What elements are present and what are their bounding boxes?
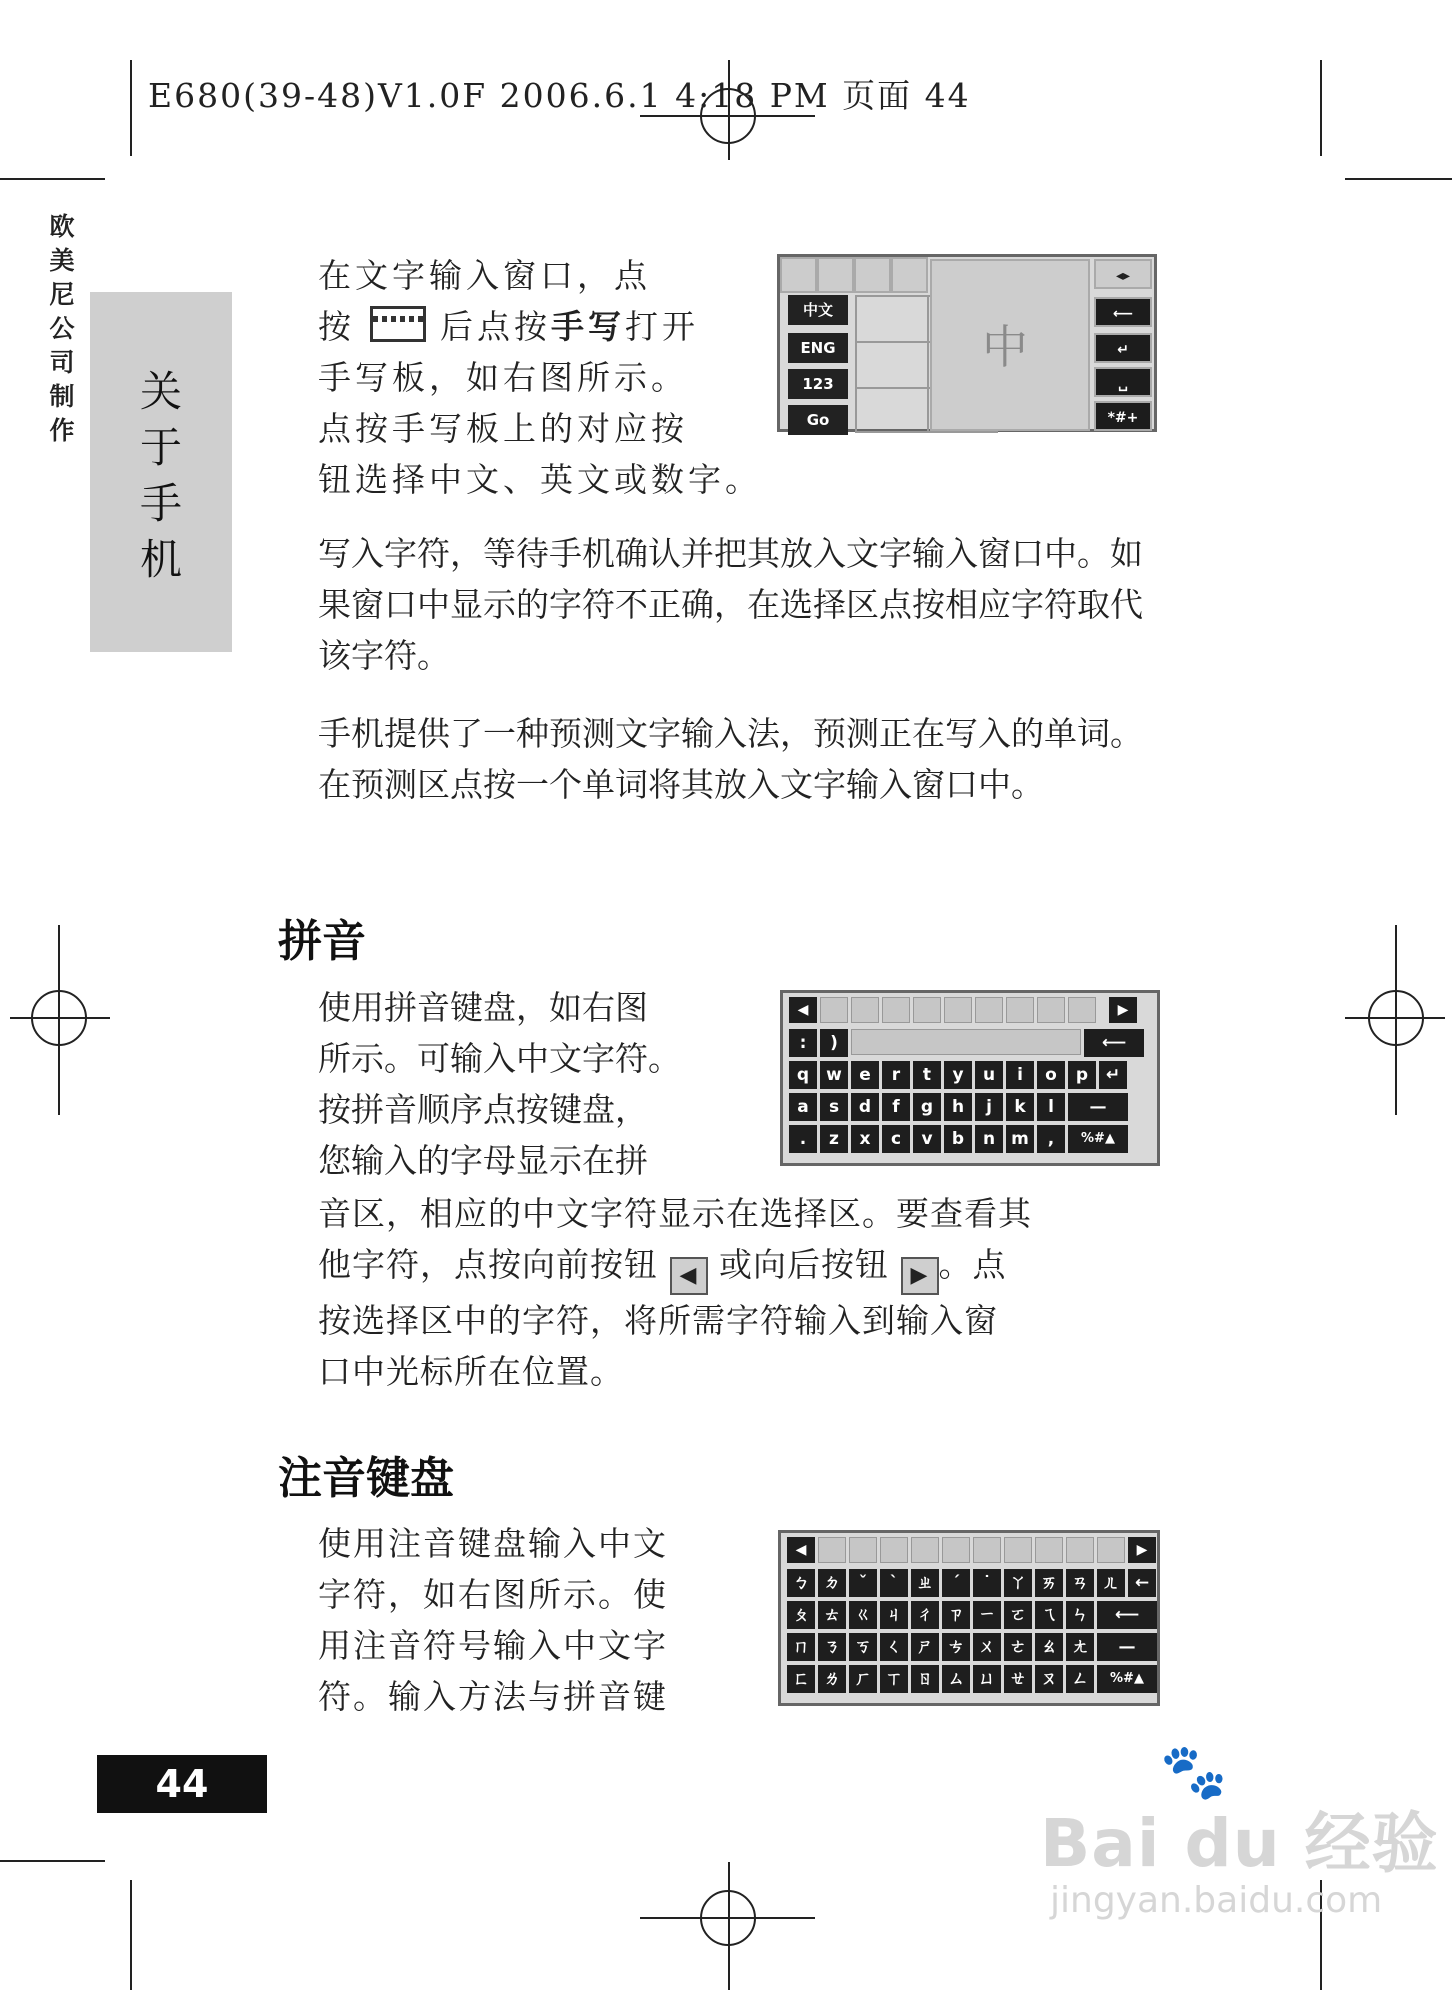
enter-key: ↵ [1099,1061,1127,1089]
key: ˋ [880,1569,908,1597]
key: ˇ [849,1569,877,1597]
symbol-key: %#▲ [1068,1125,1128,1153]
handwrite-label: 手写 [551,307,625,346]
publisher-vertical-text [44,210,80,448]
nav-arrows: ◂▸ [1094,259,1152,289]
text-fragment: 他字符，点按向前按钮 [318,1245,658,1284]
candidate-slot [911,1537,939,1563]
key: h [944,1093,972,1121]
watermark-url: jingyan.baidu.com [1050,1880,1383,1921]
text-fragment: 打开 [625,307,699,346]
key: ㄘ [942,1633,970,1661]
key: ㄐ [880,1601,908,1629]
key: ㄠ [1035,1633,1063,1661]
key: n [975,1125,1003,1153]
chapter-char: 关 [139,367,182,416]
key: ㄍ [849,1601,877,1629]
key: ㄕ [911,1633,939,1661]
registration-mark [1395,925,1397,1115]
text-fragment: 后点按 [440,307,551,346]
candidate-slot [973,1537,1001,1563]
intro-paragraph [318,250,778,505]
publisher-char: 欧 [49,212,75,241]
publisher-char: 作 [49,416,75,445]
publisher-char: 司 [49,348,75,377]
publisher-char: 美 [49,246,75,275]
key: c [882,1125,910,1153]
pinyin-paragraph-continued [318,1188,1160,1397]
key: g [913,1093,941,1121]
key: ㄧ [973,1601,1001,1629]
paw-logo-icon: 🐾 [1160,1740,1228,1803]
publisher-char: 尼 [49,280,75,309]
pinyin-title: 拼音 [278,916,366,967]
text-line: 您输入的字母显示在拼 [318,1141,648,1180]
key: ㄈ [787,1665,815,1693]
next-button-icon: ▶ [901,1257,939,1295]
publisher-char: 公 [49,314,75,343]
key: i [1006,1061,1034,1089]
key: p [1068,1061,1096,1089]
handwritten-char: 中 [982,320,1028,374]
symbol-key: %#▲ [1097,1665,1157,1693]
instruction-paragraph [318,528,1160,681]
key: o [1037,1061,1065,1089]
key: ㄌ [818,1665,846,1693]
key: , [1037,1125,1065,1153]
crop-mark [130,1880,132,1990]
key: ㄞ [1035,1569,1063,1597]
candidate-bar [780,257,928,293]
key: l [1037,1093,1065,1121]
key: b [944,1125,972,1153]
candidate-slot [1066,1537,1094,1563]
enter-button: ↵ [1094,333,1152,363]
zhuyin-row-1 [787,1569,1156,1597]
key: ㄢ [1066,1569,1094,1597]
zhuyin-keyboard-screenshot [778,1530,1160,1706]
registration-mark [10,1017,110,1019]
key: . [789,1125,817,1153]
text-line: 钮选择中文、英文或数字。 [318,460,762,499]
backspace-key: ⟵ [1084,1029,1144,1057]
key: ㄔ [911,1601,939,1629]
candidate-slot [942,1537,970,1563]
text-line: 按选择区中的字符，将所需字符输入到输入窗 [318,1301,998,1340]
key: ㄦ [1097,1569,1125,1597]
text-line: 点按手写板上的对应按 [318,409,688,448]
candidate-slot [851,997,879,1023]
candidate-slot [1004,1537,1032,1563]
key: ㄜ [1004,1633,1032,1661]
key: ㄡ [1035,1665,1063,1693]
candidate-slot [913,997,941,1023]
page-number: 44 [97,1755,267,1813]
space-key: — [1097,1633,1157,1661]
keyboard-icon [370,306,426,342]
text-line: 音区，相应的中文字符显示在选择区。要查看其 [318,1194,1032,1233]
key: r [882,1061,910,1089]
registration-mark [640,1917,815,1919]
zhuyin-paragraph [318,1518,778,1722]
key: ㄤ [1066,1633,1094,1661]
key: ㄊ [818,1601,846,1629]
prev-arrow-key: ◀ [789,997,817,1023]
space-key: — [1068,1093,1128,1121]
key: ㄝ [1004,1665,1032,1693]
keyboard-row-3 [789,1125,1128,1153]
registration-mark [728,1862,730,1990]
key: ㄏ [849,1665,877,1693]
key: q [789,1061,817,1089]
zhuyin-row-3 [787,1633,1157,1661]
candidate-slot [1097,1537,1125,1563]
backspace-button: ⟵ [1094,297,1152,327]
crop-mark [130,60,132,156]
text-line: 使用拼音键盘，如右图 [318,988,648,1027]
key: ㄋ [818,1633,846,1661]
mode-chinese-button: 中文 [788,295,848,325]
text-line: 手写板，如右图所示。 [318,358,688,397]
candidate-slot [849,1537,877,1563]
candidate-slot [1037,997,1065,1023]
key: a [789,1093,817,1121]
text-line: 字符，如右图所示。使 [318,1575,668,1614]
candidate-slot [944,997,972,1023]
pinyin-input-row [789,1029,1144,1057]
chapter-char: 机 [139,535,182,584]
prev-button-icon: ◀ [670,1257,708,1295]
mode-go-button: Go [788,405,848,435]
registration-mark [58,925,60,1115]
key: ㄟ [1035,1601,1063,1629]
key: ㄙ [942,1665,970,1693]
pinyin-paragraph [318,982,778,1186]
key: ˊ [942,1569,970,1597]
text-line: 在文字输入窗口，点 [318,256,651,295]
handwriting-panel-screenshot [777,254,1157,432]
key: e [851,1061,879,1089]
key: x [851,1125,879,1153]
candidate-slot [880,1537,908,1563]
publisher-char: 制 [49,382,75,411]
key: ㄣ [1066,1601,1094,1629]
symbol-button: *#+ [1094,401,1152,431]
key: ㄗ [942,1601,970,1629]
prediction-paragraph [318,708,1160,810]
text-line [318,301,778,352]
key: ㄨ [973,1633,1001,1661]
key: ㄛ [1004,1601,1032,1629]
mode-number-button: 123 [788,369,848,399]
chapter-tab-label [90,364,232,588]
candidate-slot [818,1537,846,1563]
mode-english-button: ENG [788,333,848,363]
zhuyin-row-4 [787,1665,1157,1693]
prev-arrow-key: ◀ [787,1537,815,1563]
candidate-slot [1035,1537,1063,1563]
key: j [975,1093,1003,1121]
candidate-row [787,1537,1156,1563]
text-line [318,1239,1160,1295]
watermark-logo: Bai du 经验 [1040,1805,1439,1882]
key: ) [820,1029,848,1057]
registration-mark [1345,1017,1445,1019]
crop-mark [0,178,105,180]
space-button: ␣ [1094,367,1152,397]
backspace-key: ⟵ [1097,1601,1157,1629]
text-line: 口中光标所在位置。 [318,1352,624,1391]
key: ㄥ [1066,1665,1094,1693]
key: ˙ [973,1569,1001,1597]
key: v [913,1125,941,1153]
text-fragment: 或向后按钮 [719,1245,889,1284]
key: u [975,1061,1003,1089]
key: s [820,1093,848,1121]
pinyin-input-bar [851,1029,1081,1055]
back-key: ← [1128,1569,1156,1597]
text-line: 用注音符号输入中文字 [318,1626,668,1665]
key: ㄒ [880,1665,908,1693]
text-fragment: 。点 [938,1245,1007,1284]
key: z [820,1125,848,1153]
next-arrow-key: ▶ [1109,997,1137,1023]
zhuyin-row-2 [787,1601,1157,1629]
keyboard-row-2 [789,1093,1128,1121]
candidate-slot [1006,997,1034,1023]
candidate-slot [882,997,910,1023]
text-line: 按拼音顺序点按键盘， [318,1090,648,1129]
key: ㄓ [911,1569,939,1597]
chapter-char: 于 [139,423,182,472]
candidate-slot [975,997,1003,1023]
text-line: 使用注音键盘输入中文 [318,1524,668,1563]
key: ㄅ [787,1569,815,1597]
key: ㄖ [911,1665,939,1693]
candidate-slot [1068,997,1096,1023]
key: d [851,1093,879,1121]
next-arrow-key: ▶ [1128,1537,1156,1563]
key: f [882,1093,910,1121]
text-line: 符。输入方法与拼音键 [318,1677,668,1716]
text-line: 所示。可输入中文字符。 [318,1039,681,1078]
key: ㄎ [849,1633,877,1661]
key: : [789,1029,817,1057]
zhuyin-title: 注音键盘 [278,1453,454,1504]
text-fragment: 按 [318,307,355,346]
chapter-tab [90,292,232,652]
key: ㄩ [973,1665,1001,1693]
keyboard-row-1 [789,1061,1127,1089]
key: ㄆ [787,1601,815,1629]
paragraph-text: 写入字符，等待手机确认并把其放入文字输入窗口中。如果窗口中显示的字符不正确，在选择区点按相应字符取代该字符。 [318,534,1143,675]
paragraph-text: 手机提供了一种预测文字输入法，预测正在写入的单词。在预测区点按一个单词将其放入文字输入窗口中。 [318,714,1143,804]
key: m [1006,1125,1034,1153]
key: ㄉ [818,1569,846,1597]
print-header: E680(39-48)V1.0F 2006.6.1 4:18 PM 页面 44 [148,76,971,115]
key: ㄚ [1004,1569,1032,1597]
candidate-row [789,997,1137,1023]
key: ㄑ [880,1633,908,1661]
crop-mark [1320,60,1322,156]
key: ㄇ [787,1633,815,1661]
chapter-char: 手 [139,479,182,528]
key: y [944,1061,972,1089]
key: w [820,1061,848,1089]
handwriting-area [930,259,1090,431]
crop-mark [0,1860,105,1862]
key: k [1006,1093,1034,1121]
crop-mark [1345,178,1452,180]
key: t [913,1061,941,1089]
candidate-slot [820,997,848,1023]
pinyin-keyboard-screenshot [780,990,1160,1166]
